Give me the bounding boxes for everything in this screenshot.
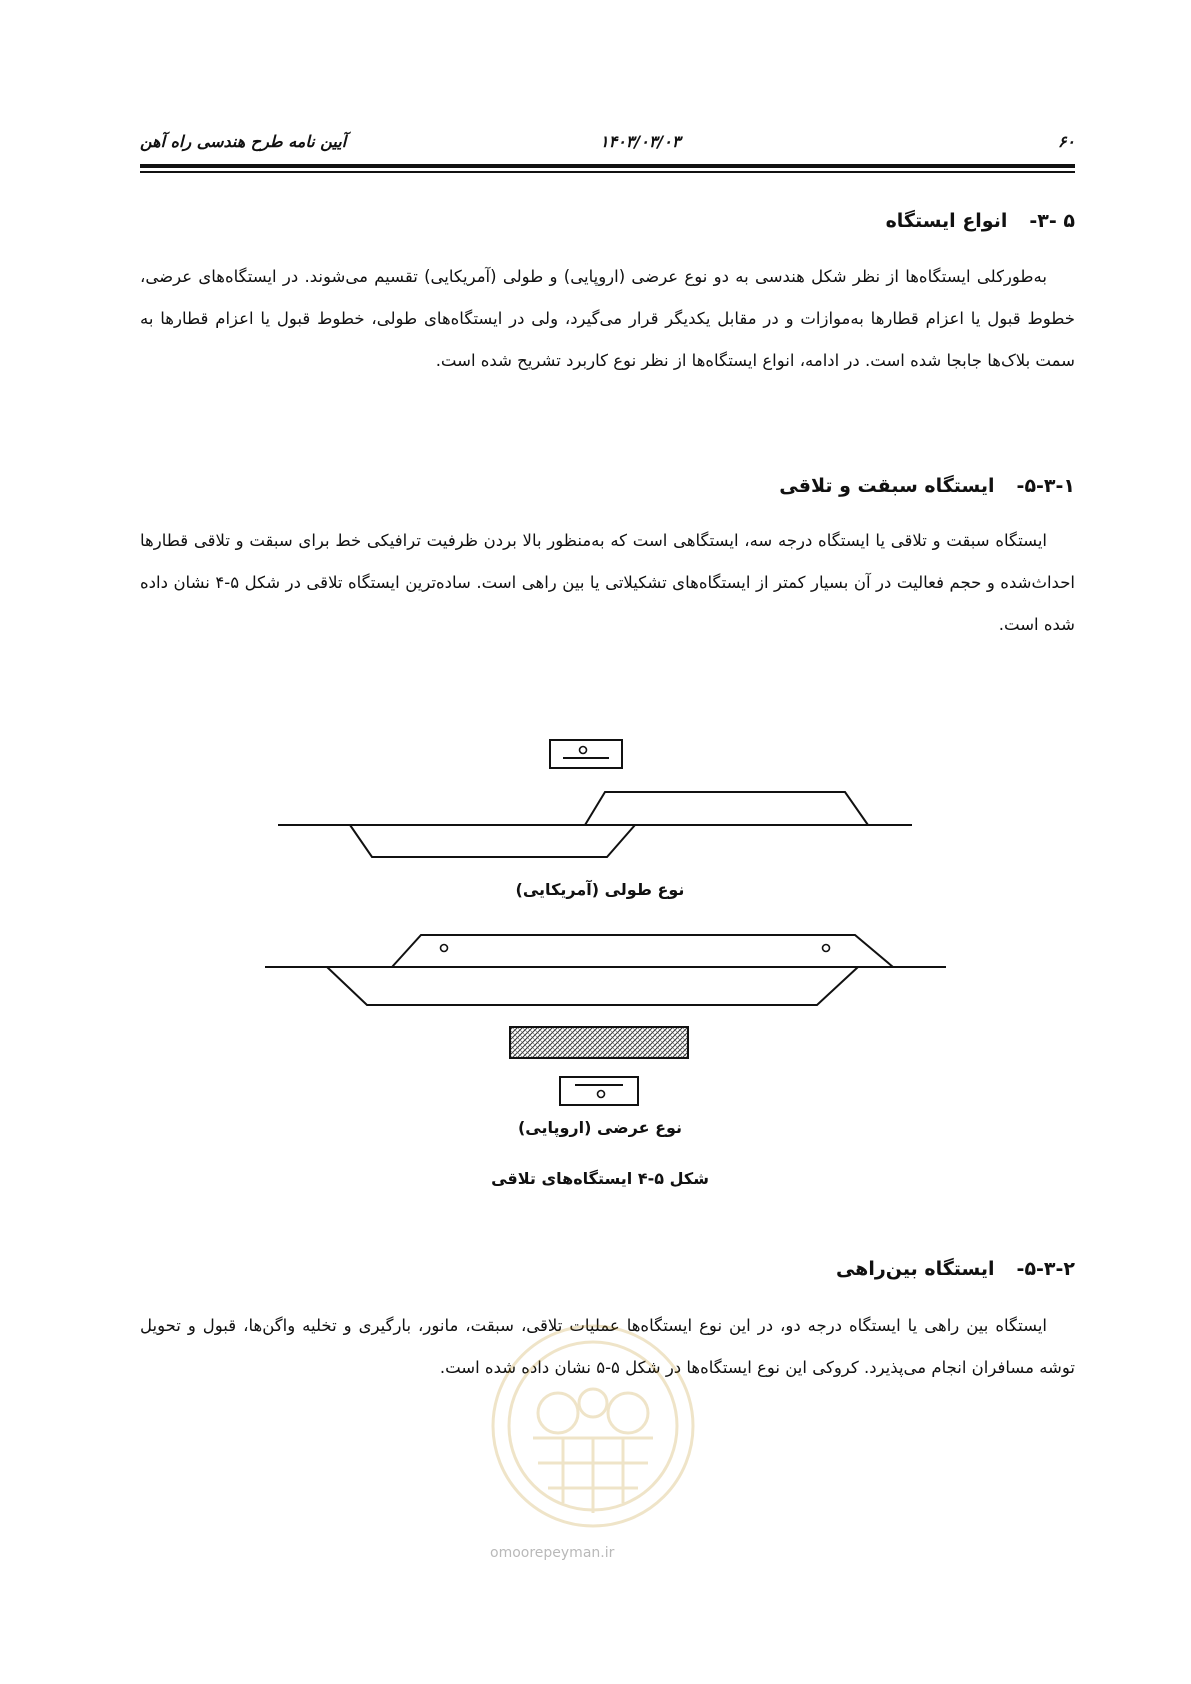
signal-icon xyxy=(441,945,448,952)
subsection1-title: ایستگاه سبقت و تلاقی xyxy=(779,475,995,497)
section-title: انواع ایستگاه xyxy=(885,210,1008,232)
subsection1-paragraph xyxy=(140,520,1075,646)
subsection1-paragraph-text: ایستگاه سبقت و تلاقی یا ایستگاه درجه سه، ایستگاهی است که به‌منظور بالا بردن ظرفیت ترافیکی خط برای سبقت و تلاقی قطارها احداث‌شده و حجم فعالیت در آن بسیار کمتر از ایستگاه‌های تشکیلاتی یا بین راهی است. ساده‌ترین ایستگاه تلاقی در شکل ۵-۴ نشان داده شده است. xyxy=(140,531,1076,634)
section-number: ۵ -۳- xyxy=(1029,210,1075,232)
watermark-seal-icon xyxy=(478,1308,708,1548)
signal-icon xyxy=(580,747,587,754)
header-rule-thin xyxy=(140,171,1075,173)
header-date: ۱۴۰۳/۰۳/۰۳ xyxy=(600,132,681,151)
subsection2-heading xyxy=(836,1258,1075,1280)
subsection1-heading xyxy=(779,475,1075,497)
subsection2-paragraph-text: ایستگاه بین راهی یا ایستگاه درجه دو، در این نوع ایستگاه‌ها عملیات تلاقی، سبقت، مانور، بارگیری و تخلیه واگن‌ها، قبول و تحویل توشه مسافران انجام می‌پذیرد. کروکی این نوع ایستگاه‌ها در شکل ۵-۵ نشان داده شده است. xyxy=(140,1316,1075,1377)
platform-hatched xyxy=(510,1027,688,1058)
subsection2-title: ایستگاه بین‌راهی xyxy=(835,1258,995,1280)
station-building-longitudinal xyxy=(550,740,622,768)
section-paragraph xyxy=(140,256,1075,382)
label-transverse: نوع عرضی (اروپایی) xyxy=(517,1118,683,1137)
section-heading xyxy=(886,210,1075,232)
siding-lower xyxy=(350,825,635,857)
siding-upper xyxy=(585,792,868,825)
station-building-transverse xyxy=(560,1077,638,1105)
signal-icon xyxy=(598,1091,605,1098)
label-longitudinal: نوع طولی (آمریکایی) xyxy=(515,880,685,899)
page-header xyxy=(140,120,1075,160)
header-rule-thick xyxy=(140,164,1075,168)
figure-caption: شکل ۵-۴ ایستگاه‌های تلاقی xyxy=(491,1169,709,1188)
header-title: آیین نامه طرح هندسی راه آهن xyxy=(140,132,347,151)
page-number: ۶۰ xyxy=(1057,132,1075,151)
subsection2-number: ۵-۳-۲- xyxy=(1016,1258,1075,1280)
subsection1-number: ۵-۳-۱- xyxy=(1016,475,1075,497)
signal-icon xyxy=(823,945,830,952)
passing-track-lower xyxy=(327,967,858,1005)
section-paragraph-text: به‌طورکلی ایستگاه‌ها از نظر شکل هندسی به دو نوع عرضی (اروپایی) و طولی (آمریکایی) تقسیم می‌شوند. در ایستگاه‌های عرضی، خطوط قبول یا اعزام قطارها به‌موازات و در مقابل یکدیگر قرار می‌گیرد، ولی در ایستگاه‌های طولی، خطوط قبول یا اعزام قطارها به سمت بلاک‌ها جابجا شده است. در ادامه، انواع ایستگاه‌ها از نظر نوع کاربرد تشریح شده است. xyxy=(140,267,1075,370)
passing-track-upper xyxy=(392,935,893,967)
watermark-text: omoorepeyman.ir xyxy=(490,1545,615,1561)
